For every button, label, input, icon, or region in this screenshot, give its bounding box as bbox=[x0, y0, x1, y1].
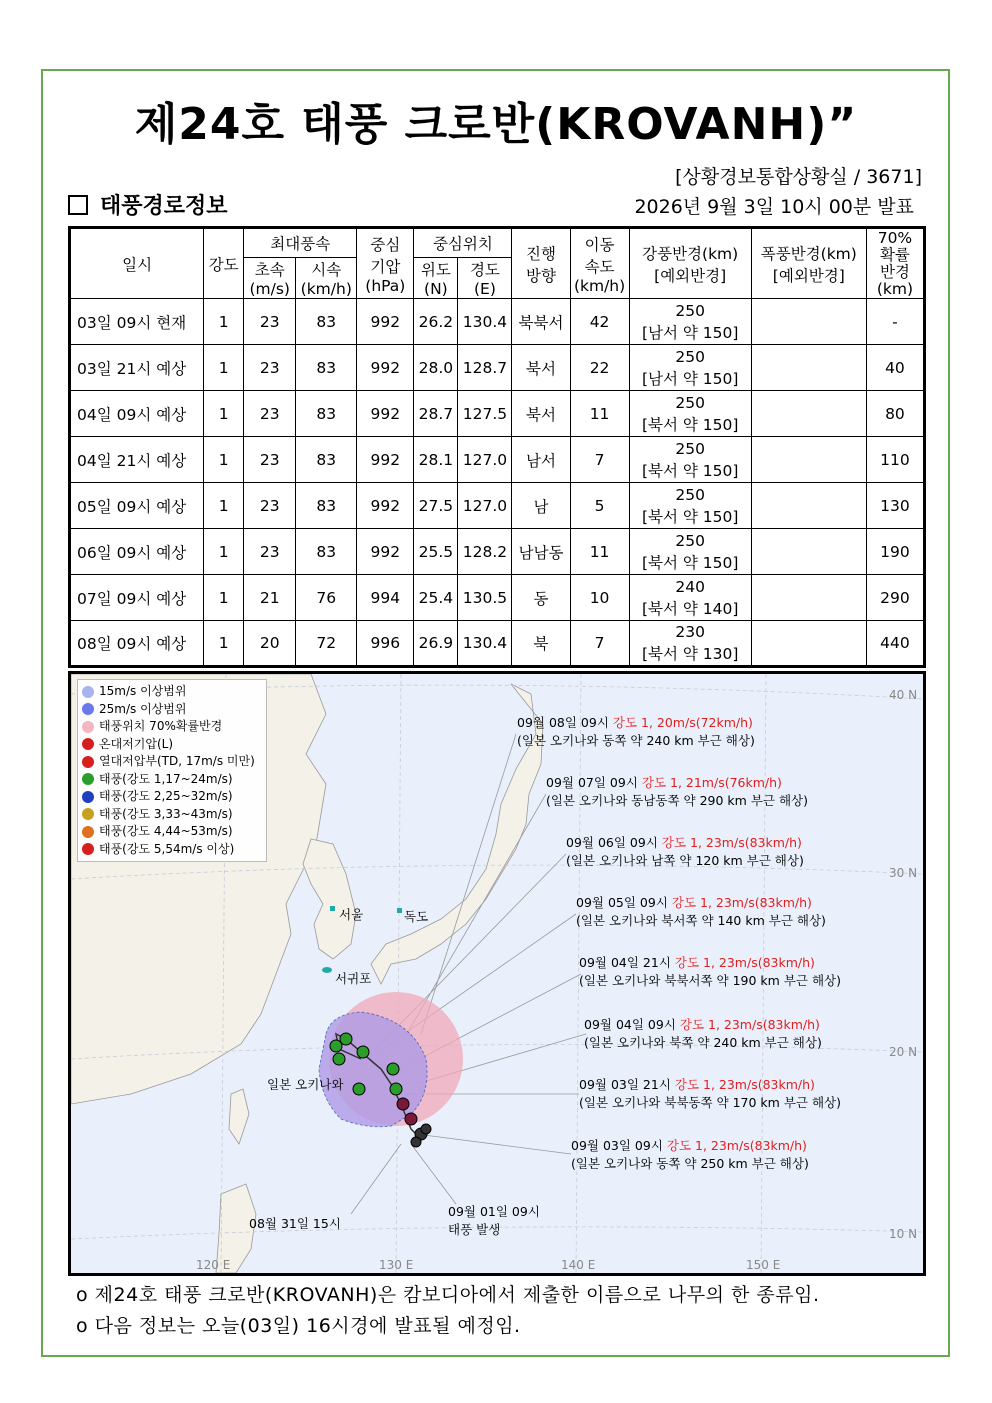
label-dokdo: 독도 bbox=[404, 909, 429, 924]
cell-wind-ms: 23 bbox=[244, 345, 296, 391]
cell-wind-kmh: 83 bbox=[296, 437, 357, 483]
cell-storm-radius bbox=[751, 575, 866, 621]
lat-label-20: 20 N bbox=[889, 1045, 918, 1059]
label-sep01: 09월 01일 09시 bbox=[448, 1204, 540, 1219]
section-title: 태풍경로정보 bbox=[100, 194, 228, 219]
annotation-location: (일본 오키나와 북북동쪽 약 170 km 부근 해상) bbox=[579, 1095, 841, 1110]
label-seogwipo: 서귀포 bbox=[335, 971, 372, 986]
table-row bbox=[70, 299, 925, 345]
cell-gale-radius bbox=[629, 575, 751, 621]
legend-item bbox=[82, 841, 262, 859]
gale-radius-exception: [북서 약 150] bbox=[641, 415, 739, 434]
cell-prob-radius: 190 bbox=[866, 529, 924, 575]
header-pressure: 중심 기압 (hPa) bbox=[357, 228, 414, 299]
cell-intensity: 1 bbox=[204, 391, 244, 437]
cell-intensity: 1 bbox=[204, 483, 244, 529]
annotation-location: (일본 오키나와 북북서쪽 약 190 km 부근 해상) bbox=[579, 973, 841, 988]
note-next-release: o 다음 정보는 오늘(03일) 16시경에 발표될 예정임. bbox=[76, 1315, 521, 1337]
table-row bbox=[70, 437, 925, 483]
gale-radius-value: 250 bbox=[675, 439, 705, 458]
gale-radius-value: 250 bbox=[675, 531, 705, 550]
cell-lon: 127.5 bbox=[458, 391, 512, 437]
track-annotation bbox=[571, 1137, 809, 1173]
cell-storm-radius bbox=[751, 483, 866, 529]
gale-radius-exception: [북서 약 130] bbox=[641, 645, 739, 663]
cell-wind-ms: 21 bbox=[244, 575, 296, 621]
annotation-intensity: 강도 1, 23m/s(83km/h) bbox=[674, 955, 815, 970]
cell-lat: 26.9 bbox=[414, 621, 458, 667]
cell-direction: 동 bbox=[512, 575, 570, 621]
legend-item bbox=[82, 718, 262, 736]
annotation-intensity: 강도 1, 23m/s(83km/h) bbox=[674, 1077, 815, 1092]
cell-wind-kmh: 83 bbox=[296, 345, 357, 391]
cell-lon: 130.5 bbox=[458, 575, 512, 621]
legend-item bbox=[82, 683, 262, 701]
legend-symbol-icon bbox=[82, 808, 94, 820]
land-korea bbox=[303, 839, 356, 959]
cell-wind-ms: 23 bbox=[244, 483, 296, 529]
legend-symbol-icon bbox=[82, 703, 94, 715]
legend-item bbox=[82, 771, 262, 789]
cell-pressure: 992 bbox=[357, 299, 414, 345]
track-annotation bbox=[576, 894, 826, 930]
lon-label-130: 130 E bbox=[379, 1258, 414, 1272]
lat-label-40: 40 N bbox=[889, 688, 918, 702]
track-annotation bbox=[566, 834, 804, 870]
cell-prob-radius: 290 bbox=[866, 575, 924, 621]
typhoon-track-map bbox=[68, 671, 926, 1276]
cell-intensity: 1 bbox=[204, 345, 244, 391]
annotation-line bbox=[546, 774, 808, 792]
cell-lat: 25.4 bbox=[414, 575, 458, 621]
legend-label: 15m/s 이상범위 bbox=[99, 684, 187, 698]
typhoon-track-table bbox=[68, 226, 926, 668]
annotation-time: 09월 06일 09시 bbox=[566, 835, 662, 850]
cell-wind-kmh: 83 bbox=[296, 483, 357, 529]
annotation-location: (일본 오키나와 동쪽 약 240 km 부근 해상) bbox=[517, 733, 755, 748]
cell-intensity: 1 bbox=[204, 437, 244, 483]
cell-wind-kmh: 83 bbox=[296, 529, 357, 575]
cell-intensity: 1 bbox=[204, 621, 244, 667]
annotation-time: 09월 04일 09시 bbox=[584, 1017, 680, 1032]
gale-radius-value: 250 bbox=[675, 393, 705, 412]
cell-speed: 7 bbox=[570, 437, 629, 483]
header-wind-ms: 초속 (m/s) bbox=[244, 258, 296, 299]
cell-direction: 남 bbox=[512, 483, 570, 529]
lat-label-30: 30 N bbox=[889, 866, 918, 880]
cell-speed: 5 bbox=[570, 483, 629, 529]
cell-speed: 11 bbox=[570, 391, 629, 437]
legend-label: 태풍(강도 1,17~24m/s) bbox=[99, 771, 233, 786]
jeju-marker bbox=[322, 967, 332, 973]
annotation-time: 09월 03일 09시 bbox=[571, 1138, 667, 1153]
cell-lat: 28.1 bbox=[414, 437, 458, 483]
gale-radius-value: 240 bbox=[675, 577, 705, 596]
seoul-marker bbox=[330, 906, 335, 911]
header-max-wind: 최대풍속 bbox=[244, 228, 357, 258]
cell-prob-radius: 440 bbox=[866, 621, 924, 667]
header-center: 중심위치 bbox=[414, 228, 512, 258]
cell-gale-radius bbox=[629, 391, 751, 437]
gale-radius-exception: [북서 약 150] bbox=[641, 461, 739, 480]
legend-label: 태풍(강도 3,33~43m/s) bbox=[99, 806, 233, 821]
legend-item bbox=[82, 788, 262, 806]
legend-symbol-icon bbox=[82, 721, 94, 733]
cell-direction: 남남동 bbox=[512, 529, 570, 575]
annotation-intensity: 강도 1, 20m/s(72km/h) bbox=[612, 715, 753, 730]
cell-pressure: 992 bbox=[357, 437, 414, 483]
cell-direction: 북북서 bbox=[512, 299, 570, 345]
legend-symbol-icon bbox=[82, 843, 94, 855]
cell-storm-radius bbox=[751, 621, 866, 667]
legend-item bbox=[82, 753, 262, 771]
annotation-location: (일본 오키나와 북쪽 약 240 km 부근 해상) bbox=[584, 1035, 822, 1050]
annotation-line bbox=[576, 894, 826, 912]
label-seoul: 서울 bbox=[339, 907, 364, 922]
header-speed: 이동 속도 (km/h) bbox=[570, 228, 629, 299]
gale-radius-exception: [남서 약 150] bbox=[641, 323, 739, 342]
cell-lat: 27.5 bbox=[414, 483, 458, 529]
cell-lon: 128.2 bbox=[458, 529, 512, 575]
annotation-intensity: 강도 1, 23m/s(83km/h) bbox=[666, 1138, 807, 1153]
annotation-intensity: 강도 1, 23m/s(83km/h) bbox=[671, 895, 812, 910]
legend-item bbox=[82, 736, 262, 754]
section-heading bbox=[68, 189, 228, 220]
label-okinawa: 일본 오키나와 bbox=[267, 1077, 344, 1092]
cell-direction: 북 bbox=[512, 621, 570, 667]
legend-label: 태풍위치 70%확률반경 bbox=[99, 719, 223, 733]
cell-storm-radius bbox=[751, 299, 866, 345]
map-legend bbox=[77, 679, 267, 862]
gale-radius-exception: [남서 약 150] bbox=[641, 369, 739, 388]
checkbox-icon bbox=[68, 195, 88, 215]
header-wind-kmh: 시속 (km/h) bbox=[296, 258, 357, 299]
annotation-line bbox=[566, 834, 804, 852]
document-title: 제24호 태풍 크로반(KROVANH)” bbox=[134, 99, 858, 150]
header-lat: 위도 (N) bbox=[414, 258, 458, 299]
cell-prob-radius: 80 bbox=[866, 391, 924, 437]
annotation-line bbox=[517, 714, 755, 732]
header-prob-radius: 70% 확률 반경 (km) bbox=[866, 228, 924, 299]
table-row bbox=[70, 575, 925, 621]
cell-speed: 11 bbox=[570, 529, 629, 575]
legend-symbol-icon bbox=[82, 756, 94, 768]
annotation-location: (일본 오키나와 북서쪽 약 140 km 부근 해상) bbox=[576, 913, 826, 928]
cell-lat: 25.5 bbox=[414, 529, 458, 575]
cell-gale-radius bbox=[629, 483, 751, 529]
cell-intensity: 1 bbox=[204, 299, 244, 345]
cell-wind-ms: 20 bbox=[244, 621, 296, 667]
cell-direction: 북서 bbox=[512, 345, 570, 391]
header-lon: 경도 (E) bbox=[458, 258, 512, 299]
annotation-location: (일본 오키나와 동남동쪽 약 290 km 부근 해상) bbox=[546, 793, 808, 808]
header-gale-radius: 강풍반경(km) [예외반경] bbox=[629, 228, 751, 299]
cell-time: 04일 09시 예상 bbox=[70, 391, 204, 437]
cell-wind-kmh: 83 bbox=[296, 299, 357, 345]
cell-pressure: 992 bbox=[357, 529, 414, 575]
cell-time: 03일 21시 예상 bbox=[70, 345, 204, 391]
annotation-location: (일본 오키나와 남쪽 약 120 km 부근 해상) bbox=[566, 853, 804, 868]
cell-storm-radius bbox=[751, 529, 866, 575]
cell-lat: 28.0 bbox=[414, 345, 458, 391]
legend-label: 25m/s 이상범위 bbox=[99, 701, 187, 716]
cell-gale-radius bbox=[629, 621, 751, 667]
cell-wind-ms: 23 bbox=[244, 391, 296, 437]
annotation-location: (일본 오키나와 동쪽 약 250 km 부근 해상) bbox=[571, 1156, 809, 1171]
gale-radius-value: 250 bbox=[675, 301, 705, 320]
legend-symbol-icon bbox=[82, 738, 94, 750]
cell-prob-radius: 130 bbox=[866, 483, 924, 529]
cell-wind-ms: 23 bbox=[244, 437, 296, 483]
header-time: 일시 bbox=[70, 228, 204, 299]
cell-pressure: 992 bbox=[357, 345, 414, 391]
cell-prob-radius: 110 bbox=[866, 437, 924, 483]
gale-radius-value: 230 bbox=[675, 623, 705, 641]
annotation-time: 09월 04일 21시 bbox=[579, 955, 675, 970]
cell-gale-radius bbox=[629, 345, 751, 391]
cell-wind-kmh: 76 bbox=[296, 575, 357, 621]
cell-direction: 북서 bbox=[512, 391, 570, 437]
annotation-time: 09월 07일 09시 bbox=[546, 775, 642, 790]
cell-lon: 127.0 bbox=[458, 437, 512, 483]
header-storm-radius: 폭풍반경(km) [예외반경] bbox=[751, 228, 866, 299]
gale-radius-value: 250 bbox=[675, 485, 705, 504]
gale-radius-exception: [북서 약 150] bbox=[641, 553, 739, 572]
annotation-time: 09월 05일 09시 bbox=[576, 895, 672, 910]
annotation-line bbox=[579, 1076, 841, 1094]
label-aug31: 08월 31일 15시 bbox=[249, 1216, 341, 1231]
annotation-intensity: 강도 1, 21m/s(76km/h) bbox=[641, 775, 782, 790]
legend-symbol-icon bbox=[82, 826, 94, 838]
issuing-office: [상황경보통합상황실 / 3671] bbox=[675, 166, 922, 188]
track-annotation bbox=[579, 1076, 841, 1112]
cell-pressure: 994 bbox=[357, 575, 414, 621]
annotation-line bbox=[584, 1016, 822, 1034]
cell-speed: 7 bbox=[570, 621, 629, 667]
legend-label: 온대저기압(L) bbox=[99, 736, 174, 751]
cell-storm-radius bbox=[751, 437, 866, 483]
cell-pressure: 992 bbox=[357, 483, 414, 529]
legend-symbol-icon bbox=[82, 773, 94, 785]
cell-gale-radius bbox=[629, 437, 751, 483]
cell-prob-radius: - bbox=[866, 299, 924, 345]
table-row bbox=[70, 345, 925, 391]
cell-lat: 28.7 bbox=[414, 391, 458, 437]
cell-time: 05일 09시 예상 bbox=[70, 483, 204, 529]
cell-pressure: 992 bbox=[357, 391, 414, 437]
cell-speed: 42 bbox=[570, 299, 629, 345]
cell-speed: 22 bbox=[570, 345, 629, 391]
cell-time: 04일 21시 예상 bbox=[70, 437, 204, 483]
cell-time: 06일 09시 예상 bbox=[70, 529, 204, 575]
table-row bbox=[70, 621, 925, 667]
cell-storm-radius bbox=[751, 345, 866, 391]
cell-wind-ms: 23 bbox=[244, 529, 296, 575]
cell-pressure: 996 bbox=[357, 621, 414, 667]
label-genesis: 태풍 발생 bbox=[448, 1222, 501, 1237]
cell-speed: 10 bbox=[570, 575, 629, 621]
gale-radius-exception: [북서 약 150] bbox=[641, 507, 739, 526]
cell-wind-kmh: 72 bbox=[296, 621, 357, 667]
cell-time: 08일 09시 예상 bbox=[70, 621, 204, 667]
lon-label-140: 140 E bbox=[561, 1258, 596, 1272]
table-row bbox=[70, 391, 925, 437]
gale-radius-exception: [북서 약 140] bbox=[641, 599, 739, 618]
track-annotation bbox=[546, 774, 808, 810]
annotation-time: 09월 08일 09시 bbox=[517, 715, 613, 730]
cell-gale-radius bbox=[629, 529, 751, 575]
annotation-time: 09월 03일 21시 bbox=[579, 1077, 675, 1092]
lon-label-150: 150 E bbox=[746, 1258, 781, 1272]
cell-lon: 127.0 bbox=[458, 483, 512, 529]
cell-lon: 128.7 bbox=[458, 345, 512, 391]
legend-label: 태풍(강도 5,54m/s 이상) bbox=[99, 841, 235, 856]
track-annotation bbox=[584, 1016, 822, 1052]
note-name-origin: o 제24호 태풍 크로반(KROVANH)은 캄보디아에서 제출한 이름으로 나무의 한 종류임. bbox=[76, 1284, 820, 1306]
table-row bbox=[70, 529, 925, 575]
legend-symbol-icon bbox=[82, 686, 94, 698]
cell-wind-ms: 23 bbox=[244, 299, 296, 345]
cell-lat: 26.2 bbox=[414, 299, 458, 345]
legend-item bbox=[82, 701, 262, 719]
cell-intensity: 1 bbox=[204, 575, 244, 621]
legend-label: 태풍(강도 4,44~53m/s) bbox=[99, 824, 233, 838]
cell-time: 07일 09시 예상 bbox=[70, 575, 204, 621]
annotation-intensity: 강도 1, 23m/s(83km/h) bbox=[679, 1017, 820, 1032]
cell-lon: 130.4 bbox=[458, 621, 512, 667]
legend-symbol-icon bbox=[82, 791, 94, 803]
header-direction: 진행 방향 bbox=[512, 228, 570, 299]
track-annotation bbox=[517, 714, 755, 750]
cell-lon: 130.4 bbox=[458, 299, 512, 345]
cell-prob-radius: 40 bbox=[866, 345, 924, 391]
dokdo-marker bbox=[397, 908, 402, 913]
lon-label-120: 120 E bbox=[196, 1258, 231, 1272]
lat-label-10: 10 N bbox=[889, 1227, 918, 1241]
cell-wind-kmh: 83 bbox=[296, 391, 357, 437]
issue-time: 2026년 9월 3일 10시 00분 발표 bbox=[634, 196, 914, 218]
land-taiwan bbox=[229, 1089, 249, 1144]
annotation-line bbox=[571, 1137, 809, 1155]
annotation-intensity: 강도 1, 23m/s(83km/h) bbox=[661, 835, 802, 850]
legend-item bbox=[82, 806, 262, 824]
cell-gale-radius bbox=[629, 299, 751, 345]
cell-intensity: 1 bbox=[204, 529, 244, 575]
legend-item bbox=[82, 823, 262, 841]
cell-direction: 남서 bbox=[512, 437, 570, 483]
legend-label: 태풍(강도 2,25~32m/s) bbox=[99, 789, 233, 803]
gale-radius-value: 250 bbox=[675, 347, 705, 366]
cell-storm-radius bbox=[751, 391, 866, 437]
track-annotation bbox=[579, 954, 841, 990]
annotation-line bbox=[579, 954, 841, 972]
table-row bbox=[70, 483, 925, 529]
legend-label: 열대저압부(TD, 17m/s 미만) bbox=[99, 754, 255, 768]
cell-time: 03일 09시 현재 bbox=[70, 299, 204, 345]
header-intensity: 강도 bbox=[204, 228, 244, 299]
